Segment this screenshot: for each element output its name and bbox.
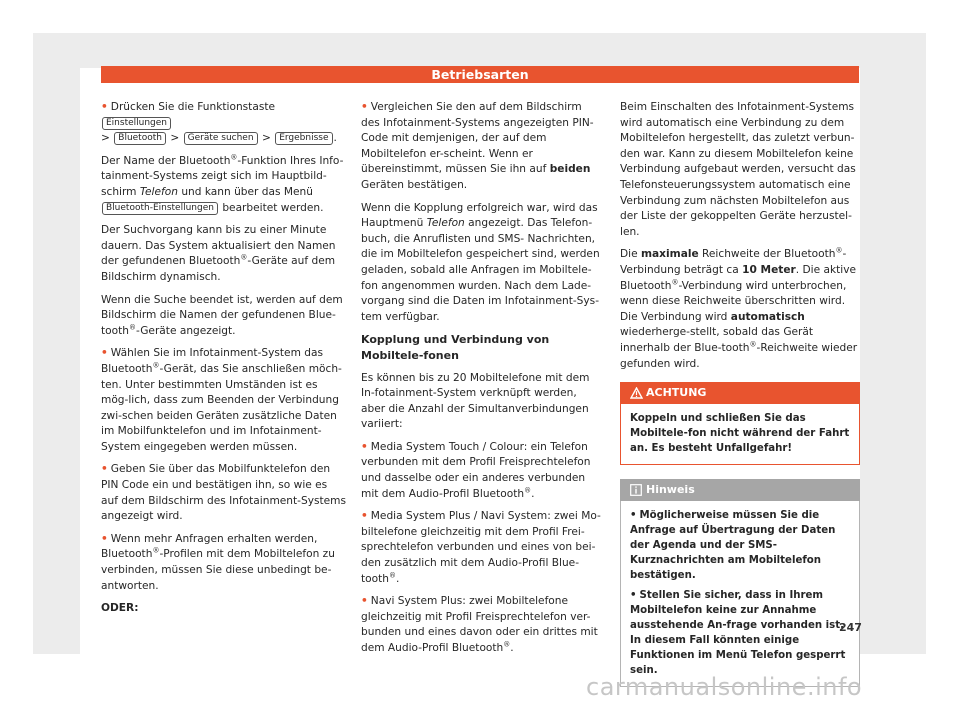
note-header: Hinweis xyxy=(620,479,860,501)
bullet-icon: • xyxy=(630,510,637,522)
list-item: • Media System Plus / Navi System: zwei Mo-biltelefone gleichzeitig mit dem Profil Frei-sprechtelefon verbunden und eines von bei-den zusätzlich mit dem Audio-Profil Blue-tooth®. xyxy=(361,510,601,585)
bullet-icon: • xyxy=(101,101,108,113)
subheading: Kopplung und Verbindung von Mobiltele-fonen xyxy=(361,333,550,362)
paragraph: Die maximale Reichweite der Bluetooth®-Verbindung beträgt ca 10 Meter. Die aktive Bluetooth®-Verbindung wird unterbrochen, wenn diese Reichweite überschritten wird. Die Verbindung wird automatisch wiederherge-stellt, sobald das Gerät innerhalb der Blue-tooth®-Reichweite wieder gefunden wird. xyxy=(620,246,858,370)
paragraph: Beim Einschalten des Infotainment-Systems wird automatisch eine Verbindung zu dem Mobiltelefon hergestellt, das zuletzt verbun-den war. Kann zu diesem Mobiltelefon keine Verbindung aufgebaut werden, versucht das Telefonsteuerungssystem automatisch eine Verbindung zum nächsten Mobiltelefon aus der Liste der gekoppelten Geräte herzustel-len. xyxy=(620,101,856,238)
key-geraete-suchen: Geräte suchen xyxy=(184,132,258,145)
info-icon xyxy=(630,484,642,496)
column-3 xyxy=(620,100,860,687)
bullet-icon: • xyxy=(361,595,368,608)
list-item: • Wenn mehr Anfragen erhalten werden, Bluetooth®-Profilen mit dem Mobiltelefon zu verbinden, müssen Sie diese unbedingt be-antworten. xyxy=(101,532,335,592)
warning-header: ACHTUNG xyxy=(620,382,860,404)
section-header: Betriebsarten xyxy=(101,66,859,83)
key-bluetooth: Bluetooth xyxy=(114,132,166,145)
note-box xyxy=(620,479,860,687)
paragraph: Der Suchvorgang kann bis zu einer Minute dauern. Das System aktualisiert den Namen der gefundenen Bluetooth®-Geräte auf dem Bildschirm dynamisch. xyxy=(101,224,336,283)
bullet-icon: • xyxy=(101,347,108,360)
note-body xyxy=(620,501,860,687)
warning-triangle-icon xyxy=(630,387,643,399)
watermark: carmanualsonline.info xyxy=(586,673,863,701)
page-number: 247 xyxy=(839,621,862,634)
column-1 xyxy=(101,100,346,624)
bullet-icon: • xyxy=(101,463,108,476)
paragraph: Es können bis zu 20 Mobiltelefone mit dem In-fotainment-System verknüpft werden, aber die Anzahl der Simultanverbindungen variiert: xyxy=(361,371,590,431)
list-item: • Navi System Plus: zwei Mobiltelefone gleichzeitig mit Profil Freisprechtelefon ver-bunden und eines davon oder ein drittes mit dem Audio-Profil Bluetooth®. xyxy=(361,595,598,654)
warning-box xyxy=(620,382,860,465)
paragraph: Der Name der Bluetooth®-Funktion Ihres Info-tainment-Systems zeigt sich im Hauptbild-schirm Telefon und kann über das Menü Bluetooth-Einstellungen bearbeitet werden. xyxy=(101,153,344,214)
bullet-icon: • xyxy=(630,590,637,602)
list-item: • Stellen Sie sicher, dass in Ihrem Mobiltelefon keine zur Annahme ausstehende An-frage vorhanden ist. In diesem Fall könnten einige Funktionen im Menü Telefon gesperrt sein. xyxy=(630,590,846,677)
warning-text: Koppeln und schließen Sie das Mobiltele-fon nicht während der Fahrt an. Es besteht Unfallgefahr! xyxy=(620,404,860,465)
oder-label: ODER: xyxy=(101,602,139,615)
bullet-icon: • xyxy=(361,510,368,523)
key-bluetooth-einstellungen: Bluetooth-Einstellungen xyxy=(102,202,218,215)
list-item: • Media System Touch / Colour: ein Telefon verbunden mit dem Profil Freisprechtelefon und dasselbe oder ein anderes verbunden mit dem Audio-Profil Bluetooth®. xyxy=(361,440,591,500)
key-ergebnisse: Ergebnisse xyxy=(275,132,332,145)
list-item: • Geben Sie über das Mobilfunktelefon den PIN Code ein und bestätigen ihn, so wie es auf dem Bildschirm des Infotainment-Systems angezeigt wird. xyxy=(101,463,347,523)
bullet-icon: • xyxy=(361,440,368,453)
bullet-icon: • xyxy=(101,532,108,545)
paragraph: Wenn die Kopplung erfolgreich war, wird das Hauptmenü Telefon angezeigt. Das Telefon-buch, die Anruflisten und SMS- Nachrichten, die im Mobiltelefon gespeichert sind, werden geladen, sobald alle Anfragen im Mobiltele-fon angenommen wurden. Nach dem Lade-vorgang sind die Daten im Infotainment-Sys-tem verfügbar. xyxy=(361,201,600,323)
bullet-icon: • xyxy=(361,101,368,113)
list-item: • Drücken Sie die Funktionstaste Einstellungen > Bluetooth > Geräte suchen > Ergebnisse . xyxy=(101,101,337,145)
list-item: • Möglicherweise müssen Sie die Anfrage auf Übertragung der Daten der Agenda und der SMS-Kurznachrichten am Mobiltelefon bestätigen. xyxy=(630,510,836,582)
list-item: • Vergleichen Sie den auf dem Bildschirm des Infotainment-Systems angezeigten PIN-Code mit demjenigen, der auf dem Mobiltelefon er-scheint. Wenn er übereinstimmt, müssen Sie ihn auf beiden Geräten bestätigen. xyxy=(361,101,594,191)
column-2 xyxy=(361,100,602,664)
key-einstellungen: Einstellungen xyxy=(102,117,171,130)
paragraph: Wenn die Suche beendet ist, werden auf dem Bildschirm die Namen der gefundenen Blue-tooth®-Geräte angezeigt. xyxy=(101,293,343,337)
list-item: • Wählen Sie im Infotainment-System das Bluetooth®-Gerät, das Sie anschließen möch-ten. Unter bestimmten Umständen ist es mög-lich, dass zum Beenden der Verbindung zwi-schen beiden Geräten zusätzliche Daten im Mobilfunktelefon und im Infotainment-System eingegeben werden müssen. xyxy=(101,347,342,453)
